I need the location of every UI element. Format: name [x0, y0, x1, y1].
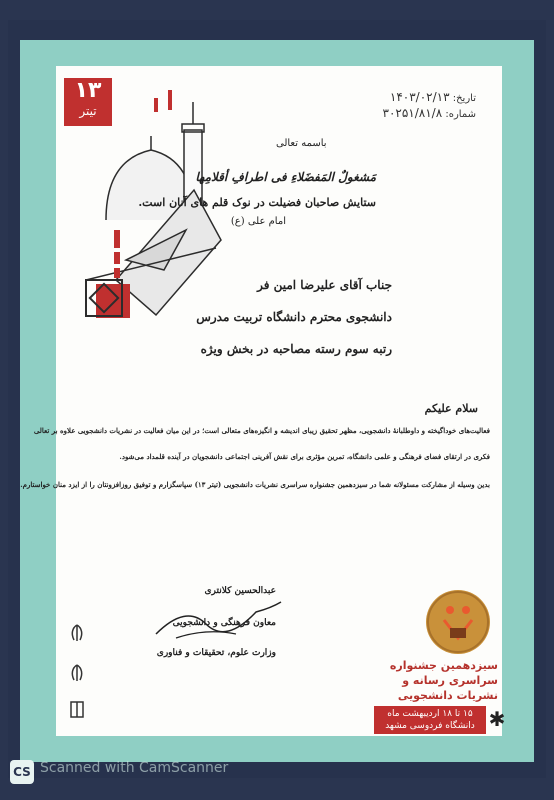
- festival-ribbon: [374, 706, 486, 734]
- recipient-rank: رتبه سوم رسته مصاحبه در بخش ویژه: [200, 342, 392, 356]
- body-line-2: فکری در ارتقای فضای فرهنگی و علمی دانشگاه، تمرین مؤثری برای نقش آفرینی اجتماعی دانشجویان در آینده قلمداد می‌شود.: [119, 452, 490, 461]
- festival-title-line-1: سیزدهمین جشنواره: [389, 659, 498, 672]
- festival-title: [374, 658, 498, 703]
- salutation: باسمه تعالی: [276, 138, 327, 149]
- camscanner-logo-icon: CS: [10, 760, 34, 784]
- emblem-icon: [66, 662, 88, 684]
- number-line: [336, 106, 476, 120]
- signer-ministry: وزارت علوم، تحقیقات و فناوری: [156, 648, 276, 658]
- festival-emblem: [426, 590, 490, 654]
- badge-label: تیتر: [79, 104, 97, 118]
- camscanner-watermark: Scanned with CamScanner: [40, 760, 229, 776]
- university-logo-icon: [66, 698, 88, 720]
- festival-dates: ۱۵ تا ۱۸ اردیبهشت ماه: [387, 709, 473, 719]
- number-value: ۳۰۲۵۱/۸۱/۸: [382, 106, 443, 120]
- quote-translation: ستایش صاحبان فضیلت در نوک قلم های آنان است.: [138, 196, 376, 209]
- signer-title: معاون فرهنگی و دانشجویی: [172, 618, 276, 628]
- festival-title-line-3: نشریات دانشجویی: [397, 689, 498, 702]
- scanner-footer: [0, 752, 554, 800]
- festival-venue: دانشگاه فردوسی مشهد: [385, 721, 475, 731]
- signer-name: عبدالحسین کلانتری: [204, 586, 276, 596]
- recipient-university: دانشجوی محترم دانشگاه تربیت مدرس: [196, 310, 392, 324]
- body-line-1: فعالیت‌های خوداگیخته و داوطلبانهٔ دانشجویی، مظهر تحقیق زیبای اندیشه و انگیزه‌های متعالی است؛ در این میان فعالیت در نشریات دانشجویی علاوه بر تعالی: [33, 426, 490, 435]
- quote-source: امام علی (ع): [230, 216, 286, 227]
- number-label: شماره:: [445, 109, 476, 120]
- recipient-name: جناب آقای علیرضا امین فر: [257, 278, 392, 292]
- festival-title-line-2: سراسری رسانه و: [402, 674, 498, 687]
- date-line: [336, 90, 476, 104]
- body-line-3: بدین وسیله از مشارکت مسئولانه شما در سیزدهمین جشنواره سراسری نشریات دانشجویی (تیتر ۱۳) سپاسگزارم و توفیق روزافزونتان را از ایزد منان خواستارم.: [20, 480, 490, 489]
- asterisk-icon: ✱: [488, 707, 506, 731]
- date-label: تاریخ:: [452, 93, 476, 104]
- quote-arabic: مَشغولٌ المَفضَلاءِ فی اطرافِ أقلامِها: [195, 170, 376, 184]
- ministry-emblem-icon: [66, 622, 88, 644]
- badge-number: ۱۳: [74, 78, 102, 103]
- greeting: سلام علیکم: [424, 402, 478, 415]
- date-value: ۱۴۰۳/۰۲/۱۳: [389, 90, 450, 104]
- certificate-paper: [20, 66, 506, 736]
